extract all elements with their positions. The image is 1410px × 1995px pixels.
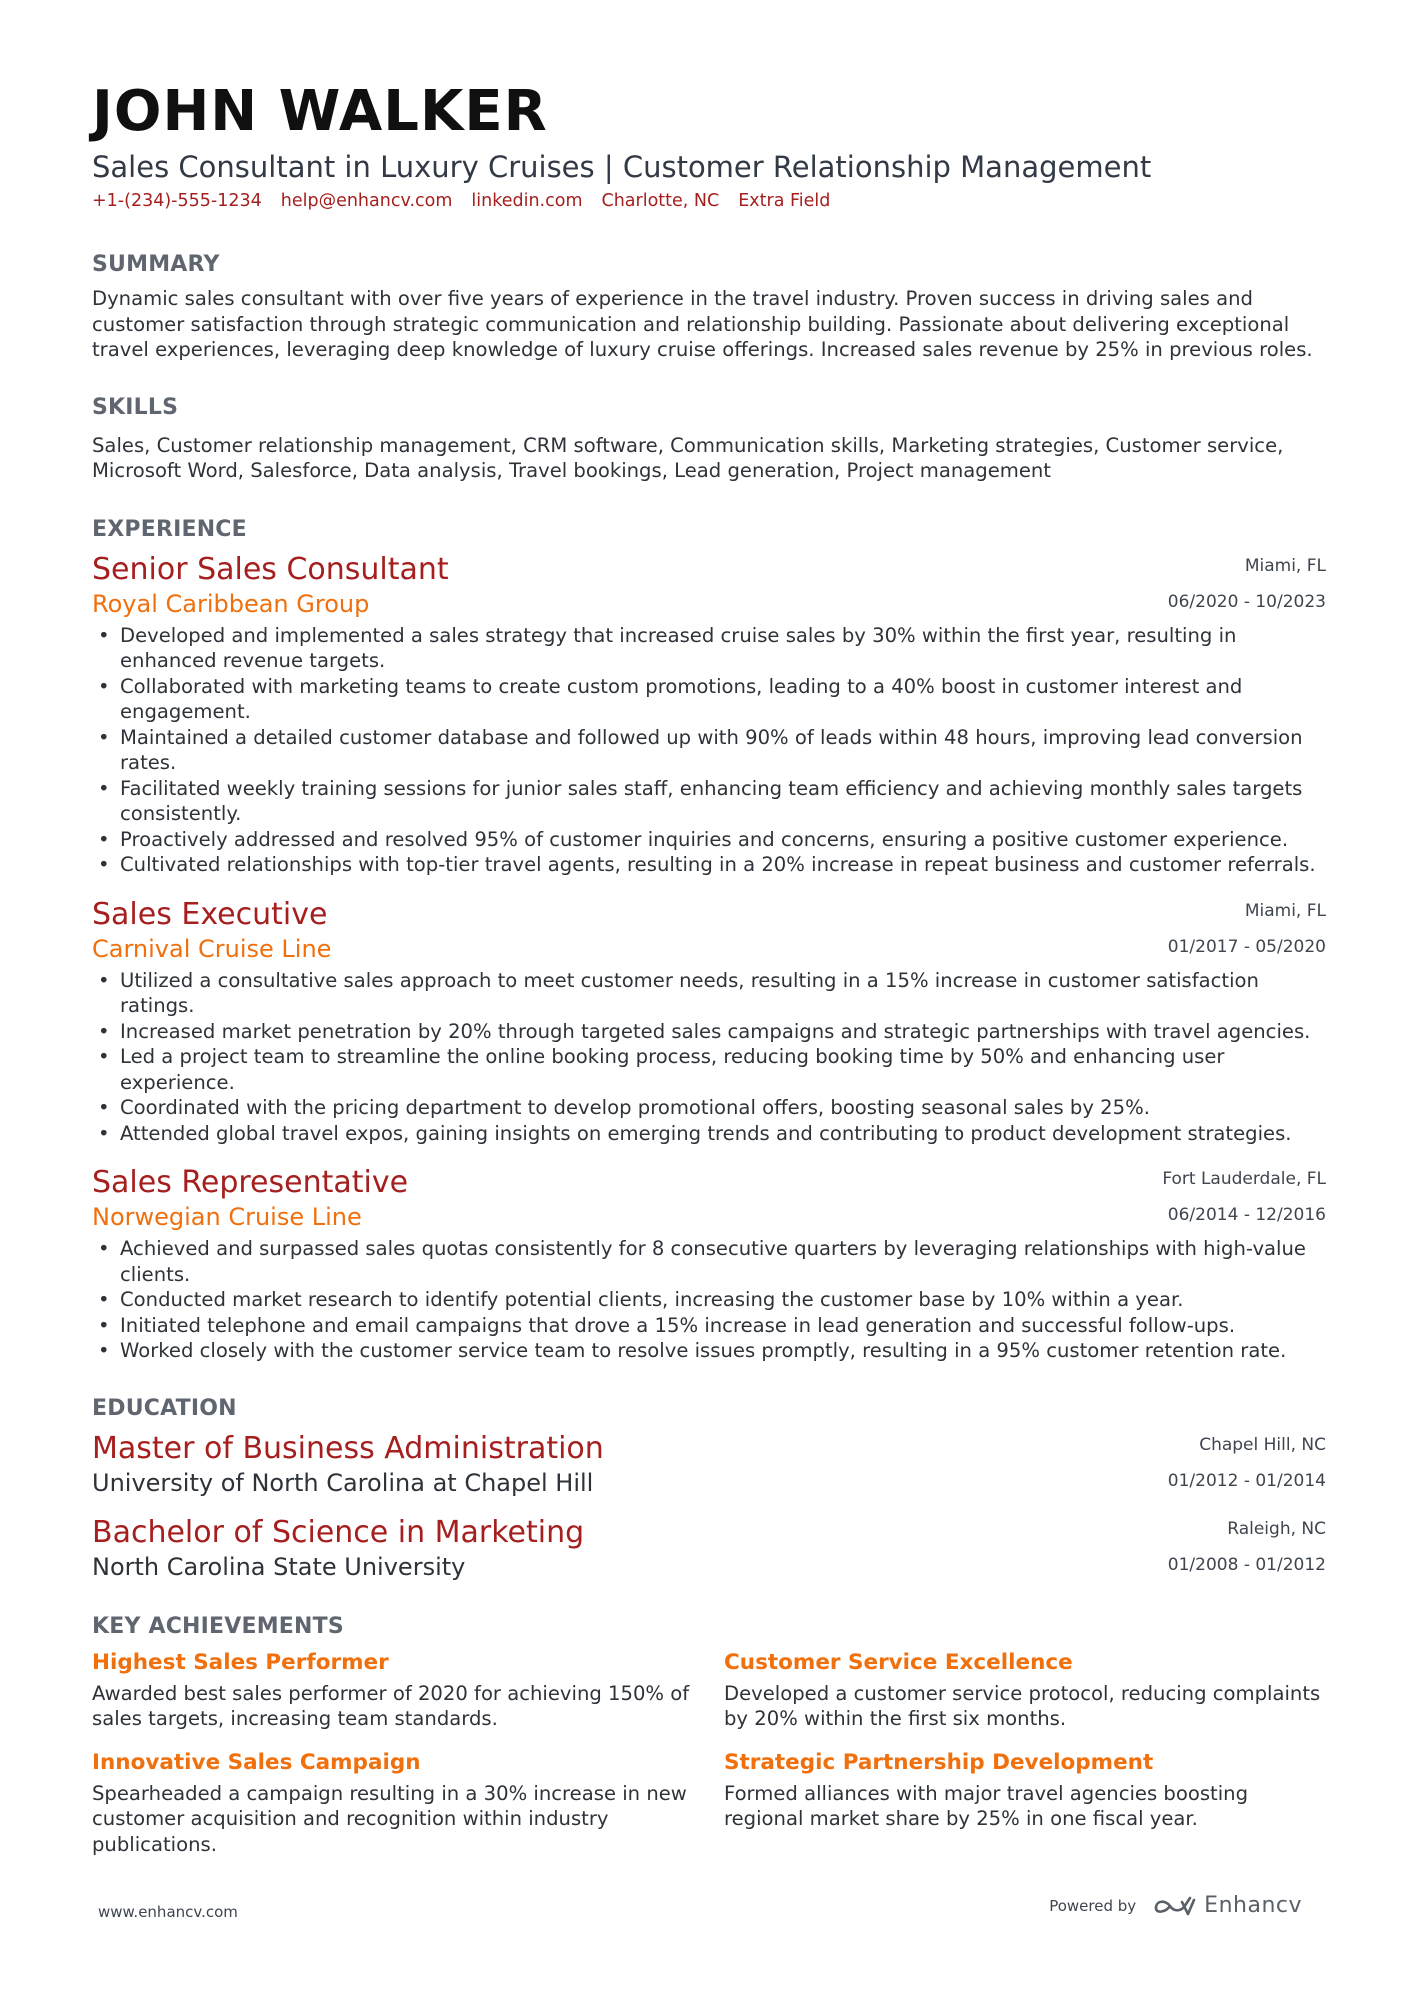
- achievement-description: Awarded best sales performer of 2020 for achieving 150% of sales targets, increasing team standards.: [92, 1681, 690, 1731]
- headline: Sales Consultant in Luxury Cruises | Customer Relationship Management: [92, 150, 1152, 184]
- job-location: Miami, FL: [1244, 900, 1326, 921]
- school-location: Raleigh, NC: [1227, 1518, 1326, 1539]
- contact-email[interactable]: help@enhancv.com: [280, 191, 453, 211]
- achievement-item: [724, 1648, 1324, 1732]
- footer-website-link[interactable]: www.enhancv.com: [98, 1903, 238, 1921]
- contact-location: Charlotte, NC: [601, 191, 720, 211]
- school-location: Chapel Hill, NC: [1199, 1434, 1326, 1455]
- bullet-item: • Cultivated relationships with top-tier travel agents, resulting in a 20% increase in repeat business and customer referrals.: [92, 852, 1326, 878]
- bullet-item: • Proactively addressed and resolved 95% of customer inquiries and concerns, ensuring a positive customer experience.: [92, 827, 1326, 853]
- powered-by-label: Powered by: [1049, 1896, 1137, 1915]
- company-name: Royal Caribbean Group: [92, 589, 370, 618]
- job-title: Senior Sales Consultant: [92, 551, 449, 587]
- bullet-item: • Initiated telephone and email campaigns that drove a 15% increase in lead generation and successful follow-ups.: [92, 1313, 1326, 1339]
- achievement-description: Developed a customer service protocol, reducing complaints by 20% within the first six months.: [724, 1681, 1321, 1731]
- job-title: Sales Executive: [92, 896, 328, 932]
- summary-heading: SUMMARY: [92, 252, 220, 277]
- brand-name: Enhancv: [1204, 1893, 1302, 1918]
- school-name: University of North Carolina at Chapel Hill: [92, 1468, 594, 1497]
- achievement-title: Customer Service Excellence: [724, 1649, 1073, 1675]
- achievement-title: Highest Sales Performer: [92, 1649, 389, 1675]
- job-location: Miami, FL: [1244, 555, 1326, 576]
- achievement-item: [92, 1648, 692, 1732]
- bullet-item: • Led a project team to streamline the online booking process, reducing booking time by 50% and enhancing user experience.: [92, 1044, 1326, 1095]
- bullet-item: • Facilitated weekly training sessions for junior sales staff, enhancing team efficiency and achieving monthly sales targets consistently.: [92, 776, 1326, 827]
- job-dates: 06/2014 - 12/2016: [1167, 1205, 1326, 1226]
- job-bullets: [92, 623, 1326, 878]
- education-entry: [92, 1514, 1326, 1582]
- company-name: Carnival Cruise Line: [92, 934, 332, 963]
- job-bullets: [92, 1236, 1326, 1364]
- job-dates: 06/2020 - 10/2023: [1167, 591, 1326, 612]
- degree-title: Master of Business Administration: [92, 1430, 604, 1466]
- enhancv-logo-icon: [1152, 1894, 1198, 1918]
- achievement-title: Strategic Partnership Development: [724, 1749, 1154, 1775]
- candidate-name: JOHN WALKER: [92, 79, 548, 144]
- bullet-item: • Worked closely with the customer service team to resolve issues promptly, resulting in a 95% customer retention rate.: [92, 1338, 1326, 1364]
- job-title: Sales Representative: [92, 1165, 409, 1201]
- experience-entry: [92, 551, 1326, 878]
- achievement-description: Formed alliances with major travel agencies boosting regional market share by 25% in one fiscal year.: [724, 1781, 1249, 1831]
- achievements-grid: [92, 1648, 1326, 1858]
- bullet-item: • Increased market penetration by 20% through targeted sales campaigns and strategic partnerships with travel agencies.: [92, 1019, 1326, 1045]
- education-entry: [92, 1430, 1326, 1498]
- achievements-heading: KEY ACHIEVEMENTS: [92, 1613, 344, 1639]
- bullet-item: • Maintained a detailed customer database and followed up with 90% of leads within 48 hours, improving lead conversion rates.: [92, 725, 1326, 776]
- footer-branding: [1049, 1893, 1302, 1918]
- bullet-item: • Developed and implemented a sales strategy that increased cruise sales by 30% within the first year, resulting in enhanced revenue targets.: [92, 623, 1326, 674]
- bullet-item: • Utilized a consultative sales approach to meet customer needs, resulting in a 15% increase in customer satisfaction ratings.: [92, 968, 1326, 1019]
- company-name: Norwegian Cruise Line: [92, 1203, 362, 1232]
- achievement-item: [92, 1748, 692, 1858]
- bullet-item: • Collaborated with marketing teams to create custom promotions, leading to a 40% boost in customer interest and engagement.: [92, 674, 1326, 725]
- degree-title: Bachelor of Science in Marketing: [92, 1514, 585, 1550]
- school-dates: 01/2008 - 01/2012: [1167, 1554, 1326, 1575]
- contact-row: [92, 188, 1326, 214]
- bullet-item: • Attended global travel expos, gaining insights on emerging trends and contributing to product development strategies.: [92, 1121, 1326, 1147]
- achievement-item: [724, 1748, 1324, 1858]
- experience-entry: [92, 1164, 1326, 1364]
- skills-text: Sales, Customer relationship management, CRM software, Communication skills, Marketing strategies, Customer service, Microsoft Word, Salesforce, Data analysis, Travel bookings, Lead generation, Project management: [92, 433, 1284, 483]
- achievement-description: Spearheaded a campaign resulting in a 30% increase in new customer acquisition and recognition within industry publications.: [92, 1781, 687, 1856]
- bullet-item: • Conducted market research to identify potential clients, increasing the customer base by 10% within a year.: [92, 1287, 1326, 1313]
- job-dates: 01/2017 - 05/2020: [1167, 936, 1326, 957]
- summary-text: Dynamic sales consultant with over five years of experience in the travel industry. Proven success in driving sales and customer satisfaction through strategic communication and relationship building. Passionate about delivering exceptional travel experiences, leveraging deep knowledge of luxury cruise offerings. Increased sales revenue by 25% in previous roles.: [92, 287, 1313, 362]
- experience-heading: EXPERIENCE: [92, 516, 247, 542]
- job-bullets: [92, 968, 1326, 1147]
- achievement-title: Innovative Sales Campaign: [92, 1749, 421, 1775]
- school-dates: 01/2012 - 01/2014: [1167, 1470, 1326, 1491]
- bullet-item: • Coordinated with the pricing department to develop promotional offers, boosting seasonal sales by 25%.: [92, 1095, 1326, 1121]
- contact-extra-field: Extra Field: [738, 191, 831, 211]
- experience-entry: [92, 896, 1326, 1147]
- resume-page: [92, 78, 1326, 1857]
- job-location: Fort Lauderdale, FL: [1162, 1169, 1326, 1190]
- brand-logo[interactable]: [1152, 1893, 1302, 1918]
- school-name: North Carolina State University: [92, 1552, 466, 1581]
- skills-heading: SKILLS: [92, 394, 179, 420]
- contact-phone[interactable]: +1-(234)-555-1234: [92, 191, 262, 211]
- bullet-item: • Achieved and surpassed sales quotas consistently for 8 consecutive quarters by leveraging relationships with high-value clients.: [92, 1236, 1326, 1287]
- contact-linkedin[interactable]: linkedin.com: [471, 191, 583, 211]
- education-heading: EDUCATION: [92, 1395, 237, 1421]
